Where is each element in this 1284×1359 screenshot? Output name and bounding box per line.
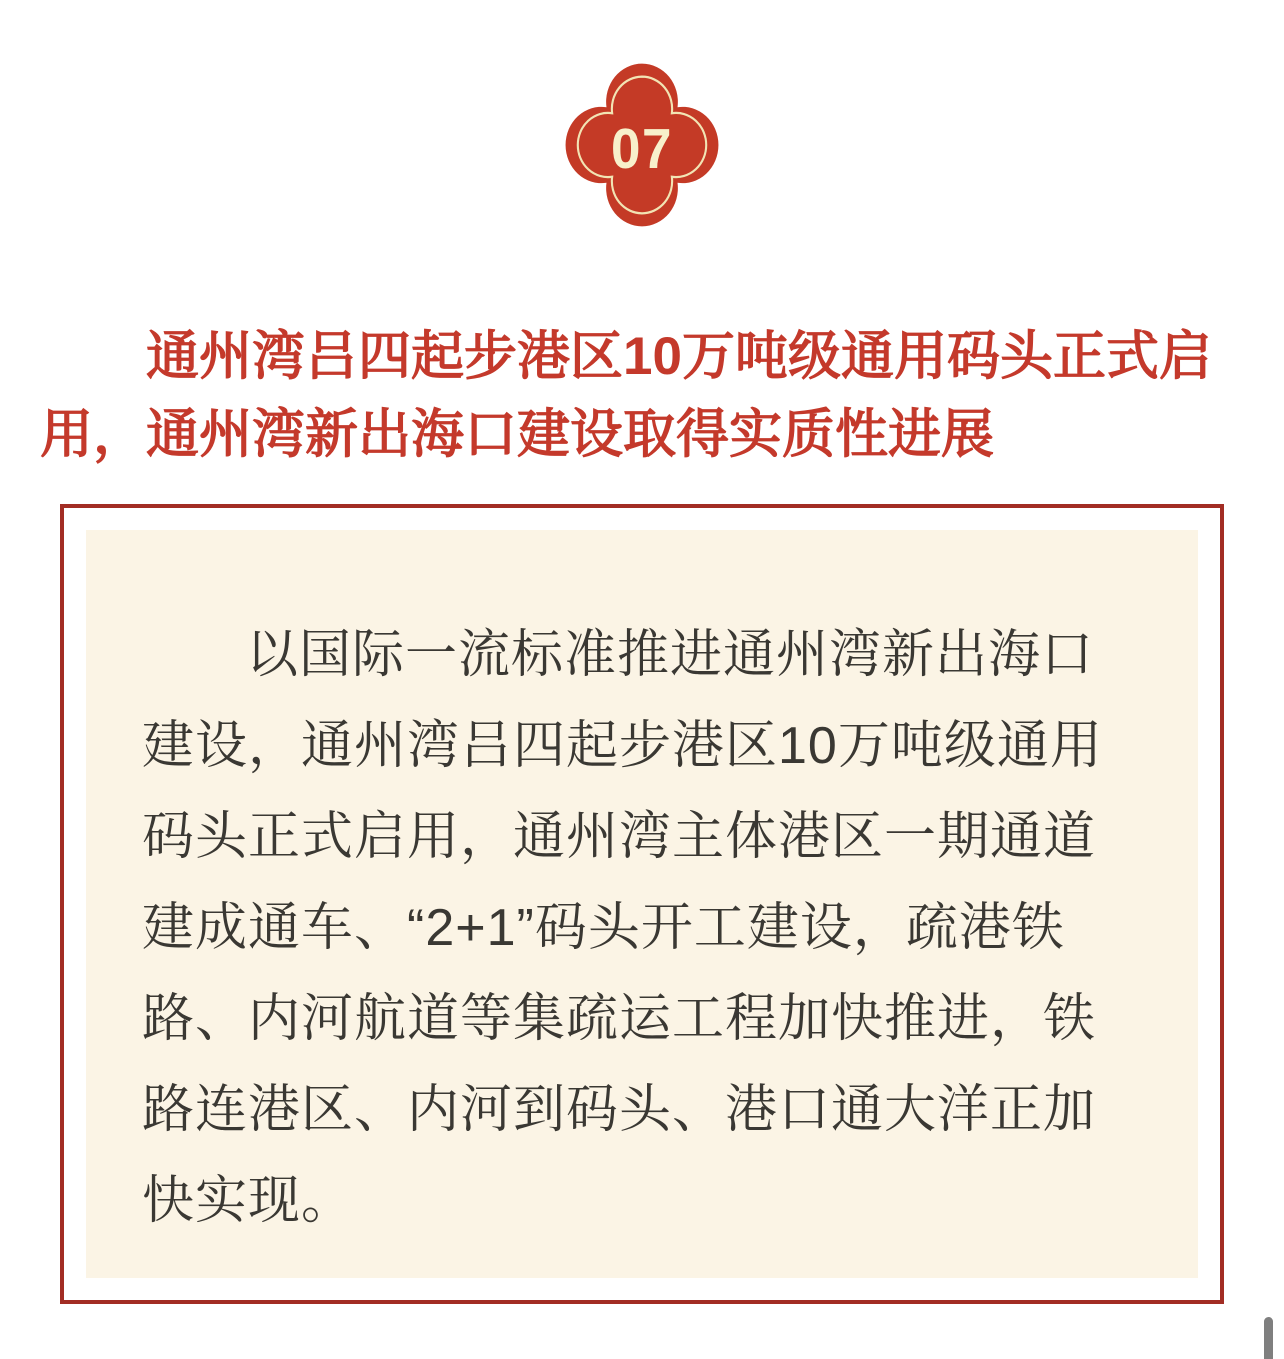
section-number-badge-icon <box>564 62 720 228</box>
scrollbar-thumb[interactable] <box>1264 1317 1273 1359</box>
body-paragraph: 以国际一流标准推进通州湾新出海口建设，通州湾吕四起步港区10万吨级通用码头正式启用，通州湾主体港区一期通道建成通车、“2+1”码头开工建设，疏港铁路、内河航道等集疏运工程加快推进，铁路连港区、内河到码头、港口通大洋正加快实现。 <box>142 626 1103 1230</box>
section-badge-container <box>0 0 1284 228</box>
content-card <box>60 504 1224 1304</box>
section-number: 07 <box>610 116 674 181</box>
section-title: 通州湾吕四起步港区10万吨级通用码头正式启用，通州湾新出海口建设取得实质性进展 <box>40 327 1212 464</box>
content-card-inner <box>86 530 1198 1278</box>
